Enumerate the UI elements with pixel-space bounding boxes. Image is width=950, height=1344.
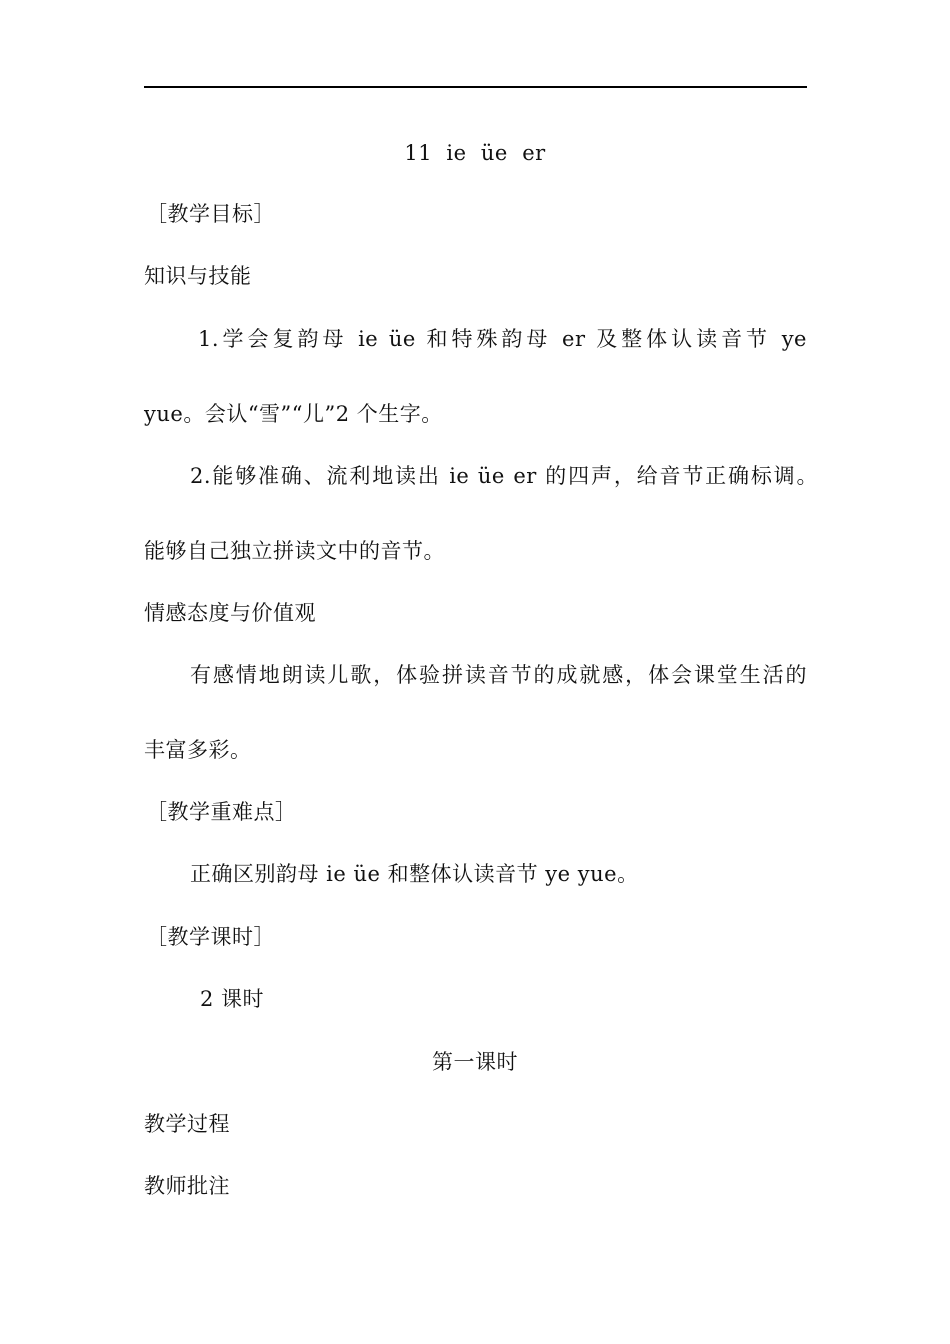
key-points-text: 正确区别韵母 ie üe 和整体认读音节 ye yue。 bbox=[190, 862, 639, 886]
header-rule bbox=[144, 86, 807, 88]
first-lesson-heading: 第一课时 bbox=[432, 1050, 518, 1074]
hours-header: ［教学课时］ bbox=[146, 925, 275, 949]
process-heading: 教学过程 bbox=[144, 1112, 230, 1136]
objective-item-2-line-1: 2.能够准确、流利地读出 ie üe er 的四声，给音节正确标调。 bbox=[190, 464, 818, 488]
emotion-heading: 情感态度与价值观 bbox=[144, 601, 316, 625]
objective-item-1-line-1: 1.学会复韵母 ie üe 和特殊韵母 er 及整体认读音节 ye bbox=[198, 327, 807, 351]
objective-item-2-line-2: 能够自己独立拼读文中的音节。 bbox=[144, 539, 445, 563]
knowledge-skills-heading: 知识与技能 bbox=[144, 264, 252, 288]
lesson-title: 11 ie üe er bbox=[404, 141, 546, 165]
objective-item-1-line-2: yue。会认“雪”“儿”2 个生字。 bbox=[144, 402, 443, 426]
hours-text: 2 课时 bbox=[200, 987, 265, 1011]
teacher-notes-heading: 教师批注 bbox=[144, 1174, 230, 1198]
key-points-header: ［教学重难点］ bbox=[146, 800, 297, 824]
emotion-line-1: 有感情地朗读儿歌，体验拼读音节的成就感，体会课堂生活的 bbox=[190, 663, 807, 687]
objectives-header: ［教学目标］ bbox=[146, 202, 275, 226]
emotion-line-2: 丰富多彩。 bbox=[144, 738, 252, 762]
